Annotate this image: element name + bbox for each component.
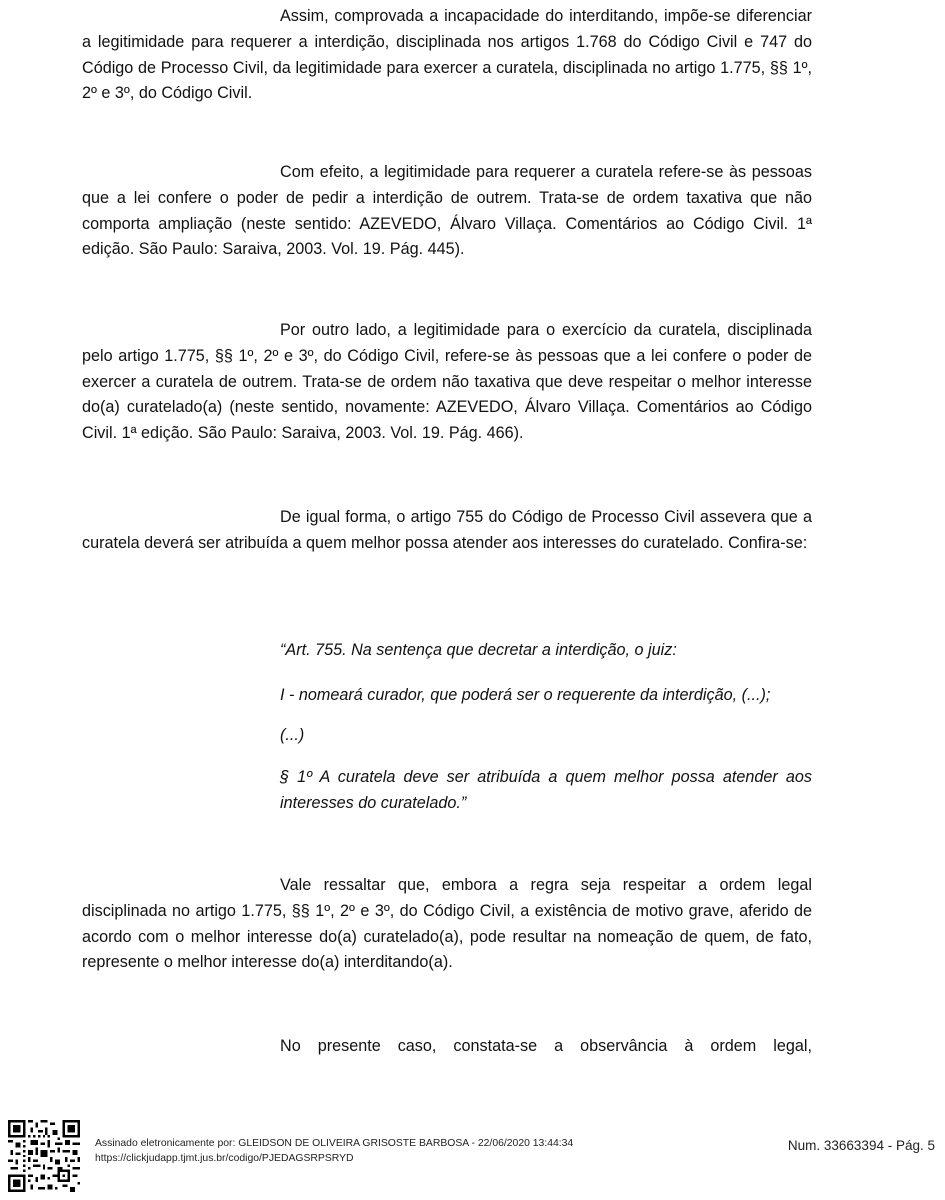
signature-block — [95, 1136, 573, 1166]
paragraph-4 — [82, 505, 812, 557]
paragraph-text: Vale ressaltar que, embora a regra seja respeitar a ordem legal disciplinada no artigo 1.775, §§ 1º, 2º e 3º, do Código Civil, a existência de motivo grave, aferido de acordo com o melhor interesse do(a) curatelado(a), pode resultar na nomeação de quem, de fato, represente o melhor interesse do(a) interditando(a). — [82, 876, 812, 972]
page-number: Num. 33663394 - Pág. 5 — [787, 1138, 935, 1153]
paragraph-3 — [82, 318, 812, 447]
paragraph-1 — [82, 4, 812, 107]
quote-line-1: “Art. 755. Na sentença que decretar a interdição, o juiz: — [280, 641, 677, 659]
paragraph-text: Por outro lado, a legitimidade para o exercício da curatela, disciplinada pelo artigo 1.775, §§ 1º, 2º e 3º, do Código Civil, refere-se às pessoas que a lei confere o poder de exercer a curatela de outrem. Trata-se de ordem não taxativa que deve respeitar o melhor interesse do(a) curatelado(a) (neste sentido, novamente: AZEVEDO, Álvaro Villaça. Comentários ao Código Civil. 1ª edição. São Paulo: Saraiva, 2003. Vol. 19. Pág. 466). — [82, 321, 812, 443]
quote-line-4: § 1º A curatela deve ser atribuída a quem melhor possa atender aos interesses do curatelado.” — [280, 768, 812, 812]
paragraph-text: No presente caso, constata-se a observância à ordem legal, — [280, 1037, 812, 1055]
signature-footer — [0, 1115, 945, 1200]
paragraph-text: Assim, comprovada a incapacidade do interditando, impõe-se diferenciar a legitimidade para requerer a interdição, disciplinada nos artigos 1.768 do Código Civil e 747 do Código de Processo Civil, da legitimidade para exercer a curatela, disciplinada no artigo 1.775, §§ 1º, 2º e 3º, do Código Civil. — [82, 7, 812, 103]
qr-code-icon[interactable] — [8, 1120, 80, 1192]
paragraph-text: De igual forma, o artigo 755 do Código de Processo Civil assevera que a curatela deverá ser atribuída a quem melhor possa atender aos interesses do curatelado. Confira-se: — [82, 508, 812, 552]
paragraph-2 — [82, 160, 812, 263]
paragraph-6 — [82, 1034, 812, 1060]
signed-by-text: Assinado eletronicamente por: GLEIDSON DE OLIVEIRA GRISOSTE BARBOSA - 22/06/2020 13:44:34 — [95, 1138, 574, 1149]
verification-url[interactable]: https://clickjudapp.tjmt.jus.br/codigo/PJEDAGSRPSRYD — [95, 1153, 354, 1164]
quote-line-3: (...) — [280, 726, 305, 744]
paragraph-5 — [82, 873, 812, 976]
paragraph-text: Com efeito, a legitimidade para requerer a curatela refere-se às pessoas que a lei confere o poder de pedir a interdição de outrem. Trata-se de ordem taxativa que não comporta ampliação (neste sentido: AZEVEDO, Álvaro Villaça. Comentários ao Código Civil. 1ª edição. São Paulo: Saraiva, 2003. Vol. 19. Pág. 445). — [82, 163, 812, 259]
quote-line-2: I - nomeará curador, que poderá ser o requerente da interdição, (...); — [280, 686, 771, 704]
